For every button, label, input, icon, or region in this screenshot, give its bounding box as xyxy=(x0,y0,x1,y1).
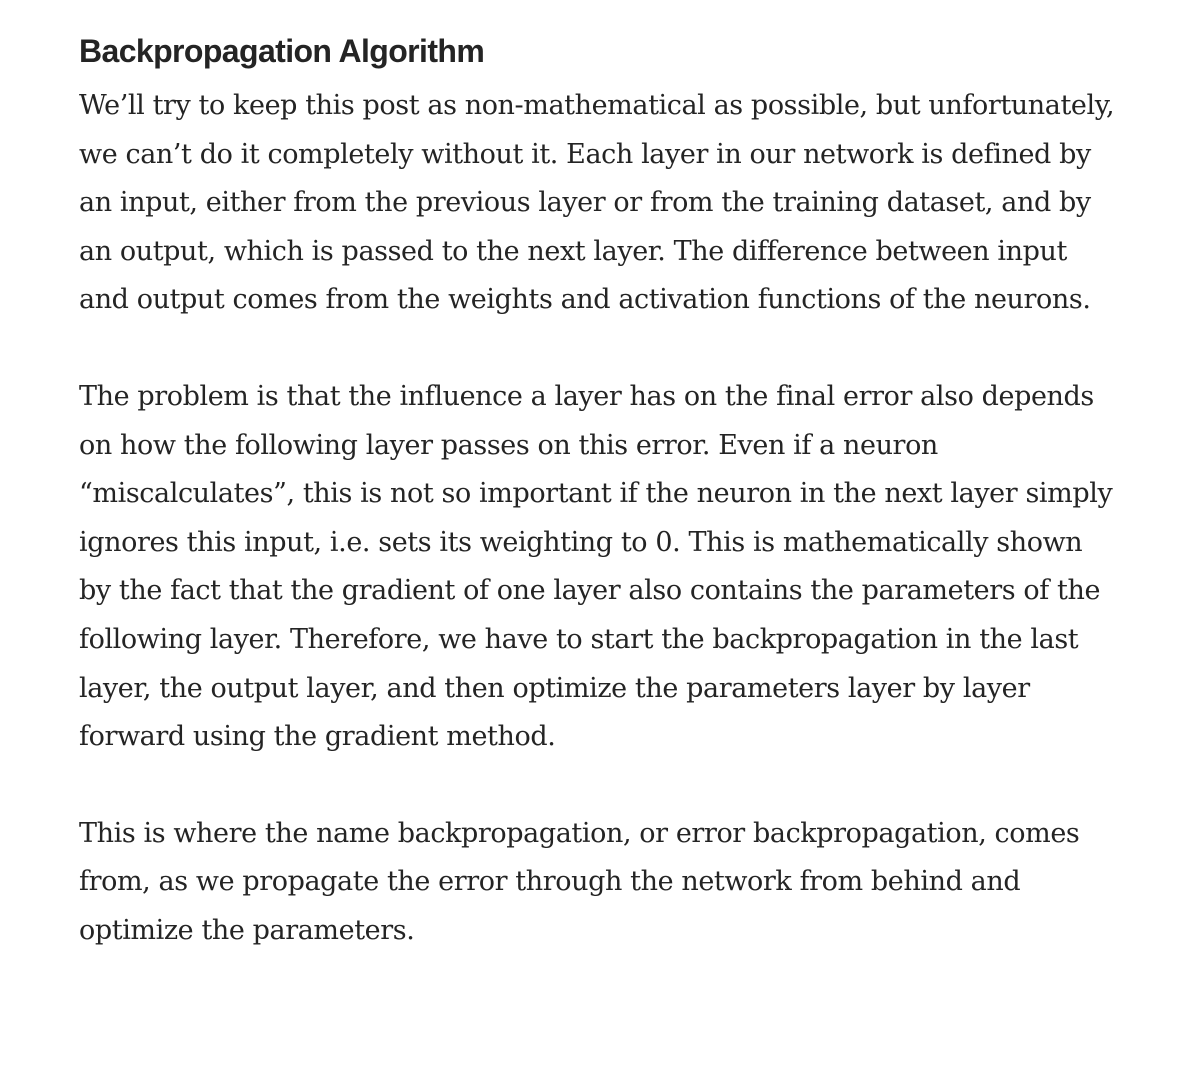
paragraph-3: This is where the name backpropagation, or error backpropagation, comes from, as we propagate the error through the network from behind and optimize the parameters. xyxy=(79,817,1080,946)
article-body xyxy=(79,28,1119,956)
paragraph-1: We’ll try to keep this post as non-mathematical as possible, but unfortunately, we can’t do it completely without it. Each layer in our network is defined by an input, either from the previous layer or from the training dataset, and by an output, which is passed to the next layer. The difference between input and output comes from the weights and activation functions of the neurons. xyxy=(79,90,1115,316)
section-heading: Backpropagation Algorithm xyxy=(79,33,485,69)
paragraph-2: The problem is that the influence a layer has on the final error also depends on how the following layer passes on this error. Even if a neuron “miscalculates”, this is not so important if the neuron in the next layer simply ignores this input, i.e. sets its weighting to 0. This is mathematically shown by the fact that the gradient of one layer also contains the parameters of the following layer. Therefore, we have to start the backpropagation in the last layer, the output layer, and then optimize the parameters layer by layer forward using the gradient method. xyxy=(79,380,1113,753)
